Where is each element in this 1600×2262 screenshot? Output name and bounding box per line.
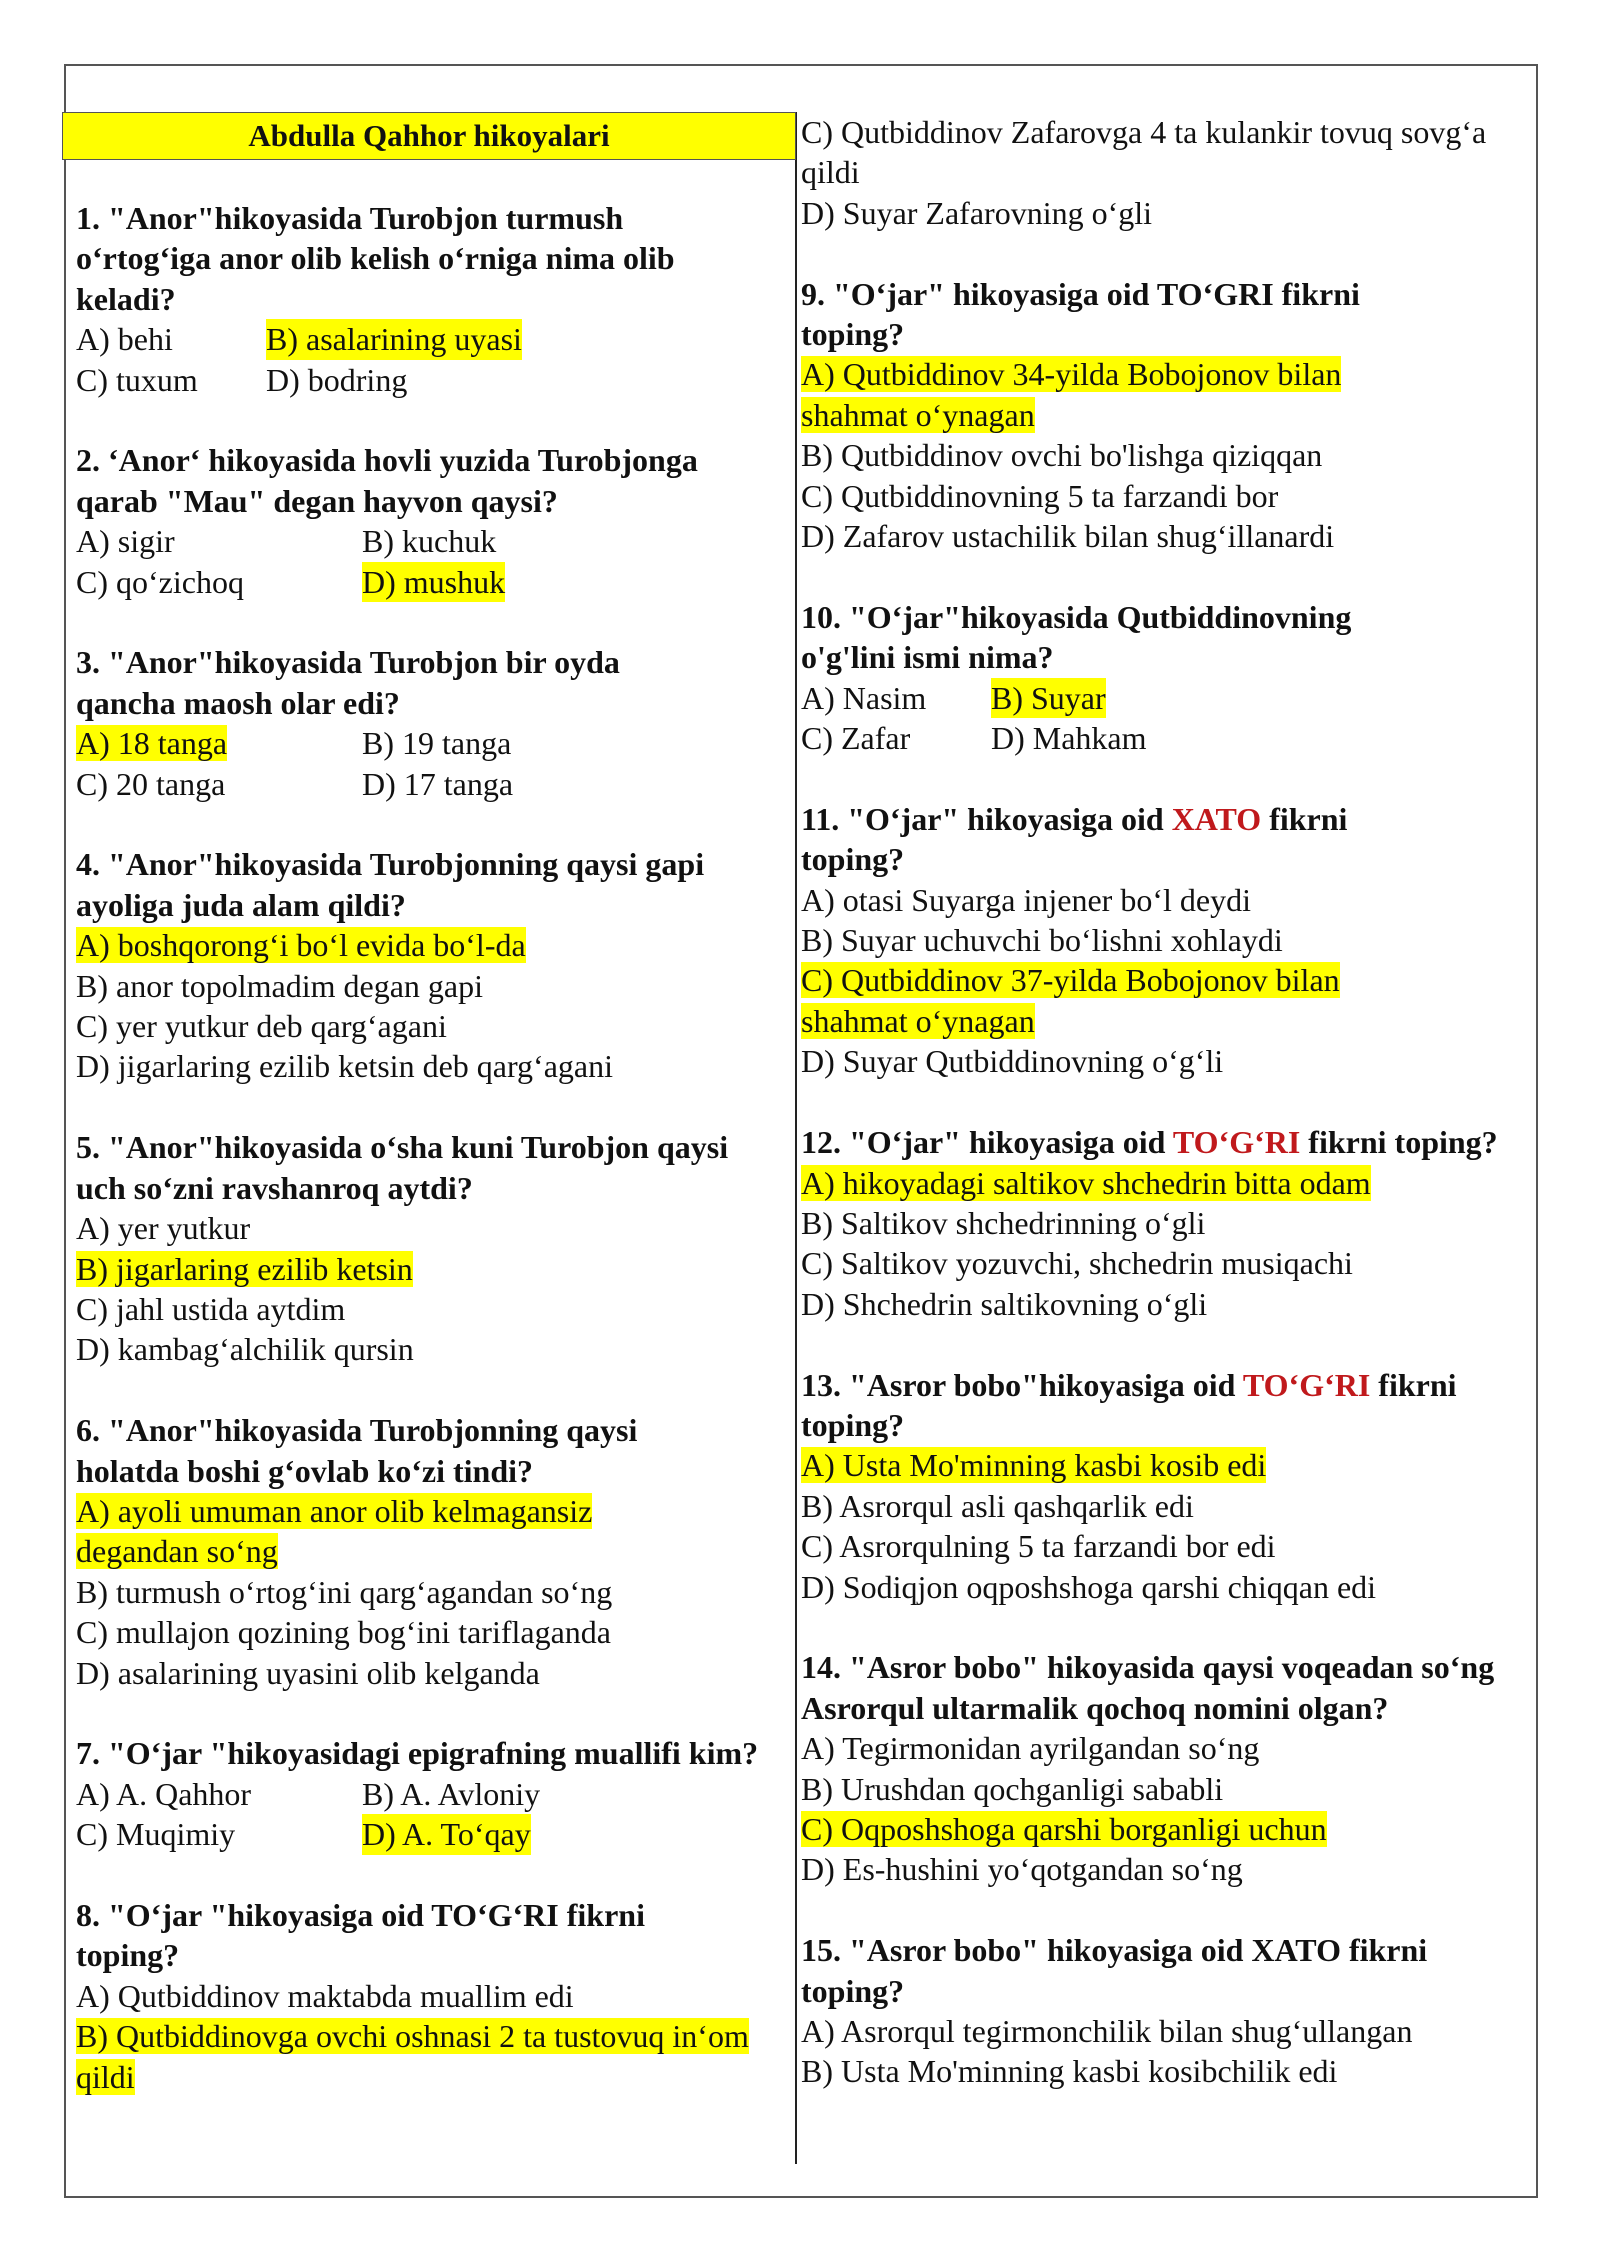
option-c: C) Saltikov yozuvchi, shchedrin musiqachi	[801, 1245, 1353, 1282]
option-b-correct	[76, 1249, 791, 1289]
option-a: A) otasi Suyarga injener bo‘l deydi	[801, 881, 1251, 918]
option-b-correct: B) Suyar	[991, 678, 1106, 718]
option-b: B) kuchuk	[362, 523, 497, 560]
question-stem: 7. "O‘jar "hikoyasidagi epigrafning muallifi kim?	[76, 1735, 759, 1772]
option-b-correct	[76, 2016, 766, 2097]
option-text: C) Qutbiddinov 37-yilda Bobojonov bilan shahmat o‘ynagan	[801, 962, 1340, 1039]
option-row	[801, 718, 1521, 758]
question-stem: 14. "Asror bobo" hikoyasida qaysi voqeadan so‘ng Asrorqul ultarmalik qochoq nomini olgan?	[801, 1649, 1495, 1726]
question-stem: 5. "Anor"hikoyasida o‘sha kuni Turobjon qaysi uch so‘zni ravshanroq aytdi?	[76, 1129, 729, 1206]
option-a: A) Asrorqul tegirmonchilik bilan shug‘ullangan	[801, 2012, 1413, 2049]
question-15	[801, 1930, 1521, 2092]
option-a-correct	[76, 925, 791, 965]
question-8	[76, 1895, 791, 2097]
question-5	[76, 1127, 791, 1369]
option-d: D) Shchedrin saltikovning o‘gli	[801, 1285, 1208, 1322]
option-b: B) Qutbiddinov ovchi bo'lishga qiziqqan	[801, 437, 1323, 474]
option-d: D) Sodiqjon oqposhshoga qarshi chiqqan edi	[801, 1568, 1377, 1605]
option-a-correct: A) 18 tanga	[76, 725, 228, 762]
option-text: B) Qutbiddinovga ovchi oshnasi 2 ta tustovuq in‘om qildi	[76, 2018, 749, 2095]
question-2	[76, 440, 791, 602]
option-a-correct	[801, 1445, 1521, 1485]
option-b: B) 19 tanga	[362, 725, 512, 762]
option-a: A) yer yutkur	[76, 1210, 251, 1247]
option-a: A) Nasim	[801, 679, 927, 716]
question-14	[801, 1647, 1521, 1889]
option-b: B) anor topolmadim degan gapi	[76, 967, 484, 1004]
question-stem: 1. "Anor"hikoyasida Turobjon turmush o‘rtog‘iga anor olib kelish o‘rniga nima olib keladi?	[76, 200, 675, 317]
question-stem: 15. "Asror bobo" hikoyasiga oid XATO fikrni toping?	[801, 1932, 1428, 2009]
option-text: B) jigarlaring ezilib ketsin	[76, 1250, 413, 1287]
option-c: C) 20 tanga	[76, 765, 226, 802]
option-text: A) hikoyadagi saltikov shchedrin bitta odam	[801, 1164, 1371, 1201]
stem-part: fikrni toping?	[1300, 1124, 1498, 1161]
option-text: A) Usta Mo'minning kasbi kosib edi	[801, 1447, 1267, 1484]
option-row	[76, 723, 791, 763]
stem-part: 11. "O‘jar" hikoyasiga oid	[801, 800, 1172, 837]
stem-emphasis: TO‘G‘RI	[1172, 1124, 1301, 1161]
option-b: B) turmush o‘rtog‘ini qarg‘agandan so‘ng	[76, 1573, 613, 1610]
question-stem	[801, 1365, 1481, 1446]
option-d: D) kambag‘alchilik qursin	[76, 1331, 414, 1368]
option-b: B) Suyar uchuvchi bo‘lishni xohlaydi	[801, 922, 1283, 959]
option-d: D) Suyar Zafarovning o‘gli	[801, 194, 1153, 231]
option-b: B) A. Avloniy	[362, 1775, 541, 1812]
option-d: D) Suyar Qutbiddinovning o‘g‘li	[801, 1043, 1224, 1080]
option-a: A) A. Qahhor	[76, 1775, 252, 1812]
option-text: C) Oqposhshoga qarshi borganligi uchun	[801, 1810, 1327, 1847]
question-13	[801, 1365, 1521, 1607]
option-c: C) jahl ustida aytdim	[76, 1290, 346, 1327]
option-row	[76, 1814, 791, 1854]
option-c-correct	[801, 1809, 1521, 1849]
stem-part: 12. "O‘jar" hikoyasiga oid	[801, 1124, 1173, 1161]
option-c: C) qo‘zichoq	[76, 563, 244, 600]
question-6	[76, 1410, 791, 1693]
question-11	[801, 799, 1521, 1082]
option-b: B) Usta Mo'minning kasbi kosibchilik edi	[801, 2053, 1338, 2090]
question-stem: 10. "O‘jar"hikoyasida Qutbiddinovning o'g'lini ismi nima?	[801, 598, 1352, 676]
option-c-correct	[801, 960, 1421, 1041]
option-c: C) yer yutkur deb qarg‘agani	[76, 1008, 447, 1045]
stem-emphasis: XATO	[1171, 800, 1262, 837]
option-d: D) 17 tanga	[362, 765, 514, 802]
option-text: A) ayoli umuman anor olib kelmagansiz degandan so‘ng	[76, 1492, 593, 1570]
stem-part: fikrni toping?	[801, 1366, 1457, 1443]
option-row	[76, 360, 791, 400]
question-stem: 4. "Anor"hikoyasida Turobjonning qaysi gapi ayoliga juda alam qildi?	[76, 846, 705, 923]
option-row	[801, 678, 1521, 718]
question-stem: 6. "Anor"hikoyasida Turobjonning qaysi holatda boshi g‘ovlab ko‘zi tindi?	[76, 1412, 638, 1489]
question-stem: 2. ‘Anor‘ hikoyasida hovli yuzida Turobjonga qarab "Mau" degan hayvon qaysi?	[76, 442, 698, 519]
left-column	[76, 198, 791, 2137]
option-c: C) Qutbiddinovning 5 ta farzandi bor	[801, 477, 1279, 514]
question-stem	[801, 799, 1451, 880]
option-a: A) Tegirmonidan ayrilgandan so‘ng	[801, 1730, 1260, 1767]
option-d: D) jigarlaring ezilib ketsin deb qarg‘agani	[76, 1048, 613, 1085]
option-d-correct: D) mushuk	[362, 562, 505, 602]
option-a: A) Qutbiddinov maktabda muallim edi	[76, 1977, 574, 2014]
option-row	[76, 764, 791, 804]
option-d: D) Zafarov ustachilik bilan shug‘illanardi	[801, 518, 1335, 555]
option-d-correct: D) A. To‘qay	[362, 1814, 531, 1854]
page-title: Abdulla Qahhor hikoyalari	[62, 112, 796, 160]
question-4	[76, 844, 791, 1086]
stem-part: fikrni toping?	[801, 800, 1348, 878]
option-c: C) mullajon qozining bog‘ini tariflaganda	[76, 1614, 611, 1651]
option-d: D) Es-hushini yo‘qotgandan so‘ng	[801, 1851, 1243, 1888]
question-10	[801, 597, 1521, 759]
question-stem: 9. "O‘jar" hikoyasiga oid TO‘GRI fikrni toping?	[801, 275, 1360, 353]
question-3	[76, 642, 791, 804]
option-b: B) Asrorqul asli qashqarlik edi	[801, 1487, 1194, 1524]
option-a-correct	[801, 354, 1421, 435]
stem-emphasis: TO‘G‘RI	[1242, 1366, 1371, 1403]
question-1	[76, 198, 791, 400]
option-text: A) boshqorong‘i bo‘l evida bo‘l-da	[76, 927, 526, 964]
option-c: C) Asrorqulning 5 ta farzandi bor edi	[801, 1528, 1276, 1565]
question-7	[76, 1733, 791, 1854]
question-8-continued	[801, 112, 1521, 233]
question-stem	[801, 1122, 1501, 1162]
option-a-correct	[76, 1491, 676, 1572]
option-b: B) Urushdan qochganligi sababli	[801, 1770, 1224, 1807]
option-b-correct: B) asalarining uyasi	[266, 319, 522, 359]
column-divider	[795, 112, 797, 2164]
option-a: A) behi	[76, 321, 173, 358]
option-row	[76, 319, 791, 359]
question-stem: 3. "Anor"hikoyasida Turobjon bir oyda qancha maosh olar edi?	[76, 644, 620, 721]
option-a: A) sigir	[76, 523, 175, 560]
question-9	[801, 274, 1521, 557]
option-row	[76, 521, 791, 561]
question-stem: 8. "O‘jar "hikoyasiga oid TO‘G‘RI fikrni toping?	[76, 1896, 645, 1974]
option-text: A) Qutbiddinov 34-yilda Bobojonov bilan shahmat o‘ynagan	[801, 356, 1342, 433]
option-c: C) Muqimiy	[76, 1816, 236, 1853]
option-d: D) bodring	[266, 361, 408, 398]
right-column	[801, 112, 1521, 2132]
stem-part: 13. "Asror bobo"hikoyasiga oid	[801, 1366, 1243, 1403]
question-12	[801, 1122, 1521, 1324]
option-b: B) Saltikov shchedrinning o‘gli	[801, 1204, 1206, 1241]
option-d: D) asalarining uyasini olib kelganda	[76, 1654, 540, 1691]
option-c: C) tuxum	[76, 361, 198, 398]
option-c: C) Zafar	[801, 720, 911, 757]
option-row	[76, 562, 791, 602]
option-row	[76, 1774, 791, 1814]
option-c: C) Qutbiddinov Zafarovga 4 ta kulankir tovuq sovg‘a qildi	[801, 114, 1487, 191]
option-a-correct	[801, 1163, 1521, 1203]
option-d: D) Mahkam	[991, 720, 1147, 757]
